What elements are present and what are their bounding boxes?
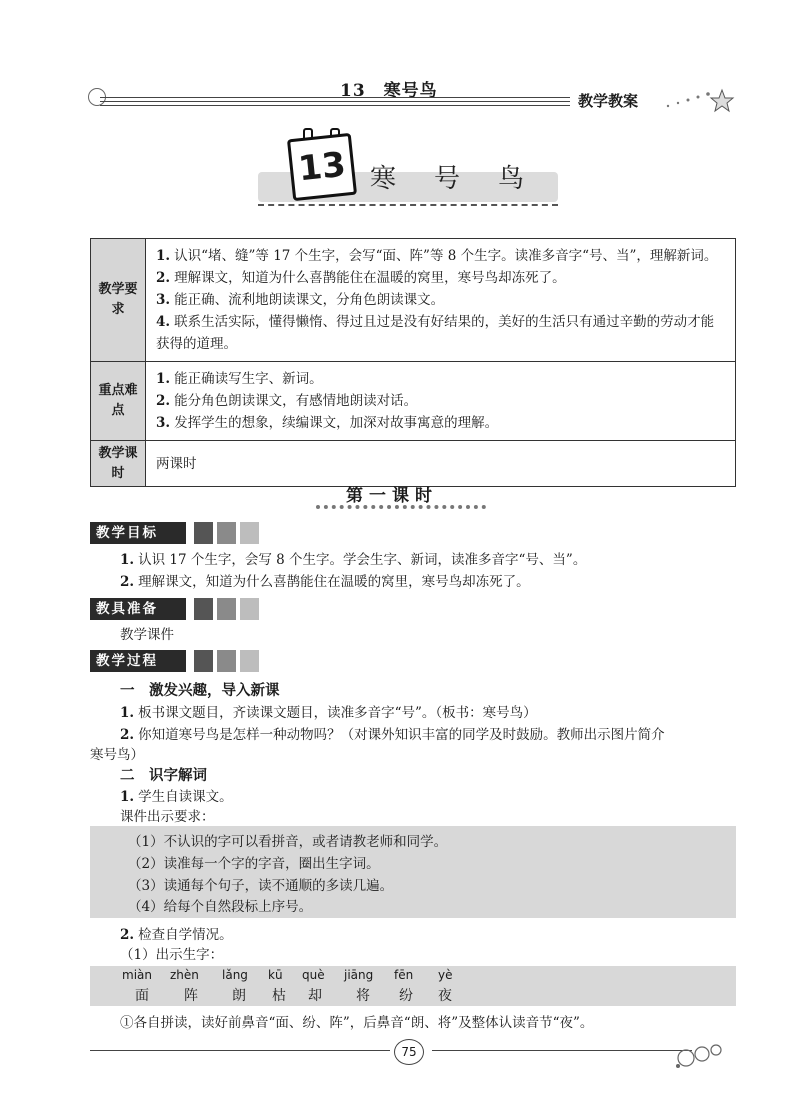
bubbles-decoration-icon bbox=[672, 1040, 736, 1070]
goals-content bbox=[146, 239, 736, 362]
pinyin: zhèn bbox=[170, 968, 199, 982]
character: 将 bbox=[356, 988, 370, 1004]
tag-square bbox=[194, 522, 213, 544]
character: 纷 bbox=[399, 988, 413, 1004]
header-lesson-title: 13 寒号鸟 bbox=[340, 81, 438, 101]
objectives-tag: 教学目标 bbox=[90, 522, 186, 544]
section-title-dots bbox=[316, 505, 486, 509]
reading-note: ①各自拼读，读好前鼻音“面、纷、阵”，后鼻音“朗、将”及整体认读音节“夜”。 bbox=[120, 1015, 594, 1031]
keypoint-item: 3. 发挥学生的想象，续编课文，加深对故事寓意的理解。 bbox=[156, 415, 499, 431]
pinyin: jiāng bbox=[344, 968, 374, 982]
character: 朗 bbox=[232, 988, 246, 1004]
goals-label: 教学要求 bbox=[91, 239, 146, 362]
objective-item: 2. 理解课文，知道为什么喜鹊能住在温暖的窝里，寒号鸟却冻死了。 bbox=[120, 574, 530, 590]
character: 却 bbox=[308, 988, 322, 1004]
materials-text: 教学课件 bbox=[120, 627, 174, 643]
header-section-label: 教学教案 bbox=[578, 92, 639, 110]
tag-square bbox=[194, 650, 213, 672]
keypoint-item: 1. 能正确读写生字、新词。 bbox=[156, 371, 323, 387]
requirements-table bbox=[90, 238, 736, 487]
pinyin: lǎng bbox=[222, 968, 248, 982]
tag-square bbox=[240, 598, 259, 620]
sub-step: （1）出示生字： bbox=[120, 947, 224, 963]
requirement-line: （1）不认识的字可以看拼音，或者请教老师和同学。 bbox=[128, 834, 448, 850]
header-rule bbox=[100, 101, 570, 102]
goal-item: 4. 联系生活实际，懂得懒惰、得过且过是没有好结果的，美好的生活只有通过辛勤的劳动才能获得的道理。 bbox=[156, 314, 715, 352]
objective-item: 1. 认识 17 个生字，会写 8 个生字。学会生字、新词，读准多音字“号、当”。 bbox=[120, 552, 587, 568]
tag-square bbox=[217, 522, 236, 544]
goal-item: 1. 认识“堵、缝”等 17 个生字，会写“面、阵”等 8 个生字。读准多音字“号、当”，理解新词。 bbox=[156, 248, 718, 264]
lesson-title: 寒号鸟 bbox=[370, 164, 563, 194]
hours-value: 两课时 bbox=[146, 441, 736, 487]
star-decoration-icon bbox=[662, 86, 742, 114]
section-title: 第一课时 bbox=[346, 486, 438, 506]
title-underline bbox=[258, 204, 558, 206]
process-tag: 教学过程 bbox=[90, 650, 186, 672]
header-rule bbox=[100, 105, 570, 106]
tag-square bbox=[240, 522, 259, 544]
requirement-line: （2）读准每一个字的字音，圈出生字词。 bbox=[128, 856, 380, 872]
tag-square bbox=[240, 650, 259, 672]
tag-square bbox=[217, 650, 236, 672]
lesson-number-badge: 13 bbox=[287, 133, 357, 201]
tag-square bbox=[194, 598, 213, 620]
step-item: 2. 检查自学情况。 bbox=[120, 927, 233, 943]
pinyin: fēn bbox=[394, 968, 414, 982]
character: 面 bbox=[135, 988, 149, 1004]
page-number: 75 bbox=[394, 1039, 424, 1065]
step-item: 1. 学生自读课文。 bbox=[120, 789, 233, 805]
pinyin: yè bbox=[438, 968, 453, 982]
character: 夜 bbox=[438, 988, 452, 1004]
step-item: 2. 你知道寒号鸟是怎样一种动物吗？（对课外知识丰富的同学及时鼓励。教师出示图片简介 bbox=[120, 727, 665, 743]
keypoints-label: 重点难点 bbox=[91, 362, 146, 441]
keypoints-content bbox=[146, 362, 736, 441]
tag-square bbox=[217, 598, 236, 620]
pinyin: kū bbox=[268, 968, 283, 982]
materials-tag: 教具准备 bbox=[90, 598, 186, 620]
keypoint-item: 2. 能分角色朗读课文，有感情地朗读对话。 bbox=[156, 393, 418, 409]
pinyin: què bbox=[302, 968, 325, 982]
requirement-line: （3）读通每个句子，读不通顺的多读几遍。 bbox=[128, 878, 394, 894]
pinyin: miàn bbox=[122, 968, 152, 982]
courseware-intro: 课件出示要求： bbox=[120, 809, 215, 825]
step-heading: 二 识字解词 bbox=[120, 768, 207, 784]
goal-item: 3. 能正确、流利地朗读课文，分角色朗读课文。 bbox=[156, 292, 445, 308]
goal-item: 2. 理解课文，知道为什么喜鹊能住在温暖的窝里，寒号鸟却冻死了。 bbox=[156, 270, 566, 286]
hours-label: 教学课时 bbox=[91, 441, 146, 487]
step-item-wrap: 寒号鸟） bbox=[90, 747, 144, 763]
step-item: 1. 板书课文题目，齐读课文题目，读准多音字“号”。（板书：寒号鸟） bbox=[120, 705, 537, 721]
requirement-line: （4）给每个自然段标上序号。 bbox=[128, 899, 313, 915]
step-heading: 一 激发兴趣，导入新课 bbox=[120, 683, 280, 699]
character: 阵 bbox=[184, 988, 198, 1004]
footer-rule bbox=[90, 1050, 390, 1051]
header-rule bbox=[100, 97, 570, 98]
character: 枯 bbox=[272, 988, 286, 1004]
footer-rule bbox=[432, 1050, 692, 1051]
